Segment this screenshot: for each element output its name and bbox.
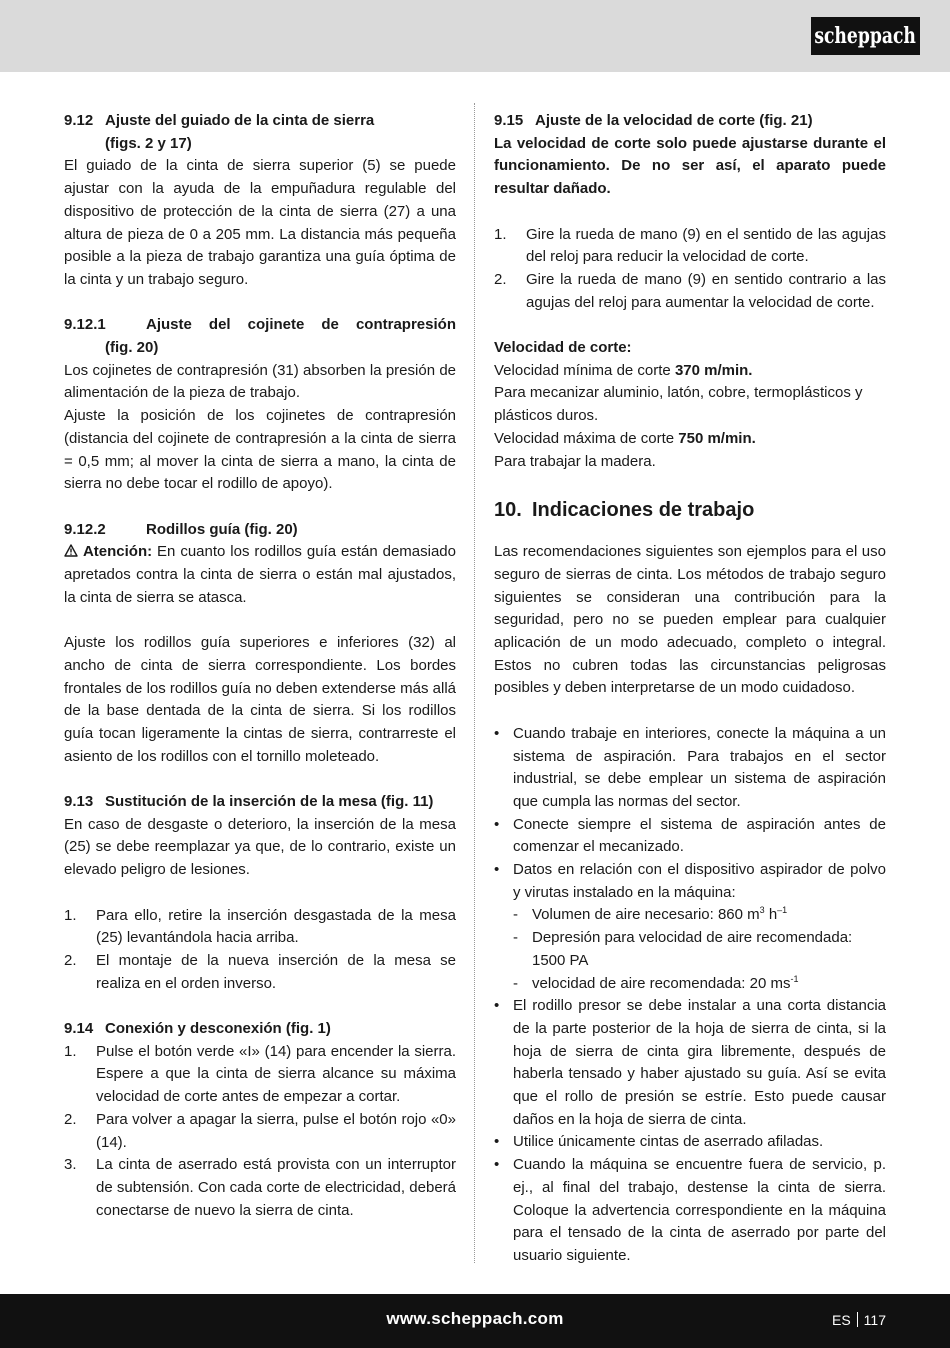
section-title-continued: (figs. 2 y 17) [105, 134, 192, 152]
list-text [532, 973, 886, 996]
list-item [494, 269, 886, 314]
speed-heading: Velocidad de corte: [494, 339, 632, 356]
footer-bar [0, 1294, 950, 1348]
list-text: La cinta de aserrado está provista con un interruptor de subtensión. Con cada corte de electricidad, deberá conectarse de nuevo la sierra de cinta. [96, 1156, 456, 1219]
list-text: Depresión para velocidad de aire recomendada: 1500 PA [532, 929, 853, 969]
dash: - [513, 929, 518, 947]
list-text: El rodillo presor se debe instalar a una corta distancia de la parte posterior de la hoja de sierra de cinta, si la hoja de sierra de cinta gira libremente, después de haberla tensado y haber ajustado su guía. Así se evita que el rollo de presión se estríe. Esto puede causar daños en la hoja de sierra de cinta. [513, 997, 886, 1128]
list-item [64, 1109, 456, 1154]
sub-list-item [494, 973, 886, 996]
air-volume-text: Volumen de aire necesario: 860 m [532, 906, 760, 924]
section-number: 10. [494, 498, 522, 521]
list-text: El montaje de la nueva inserción de la mesa se realiza en el orden inverso. [96, 951, 456, 992]
section-title: Sustitución de la inserción de la mesa (fig. 11) [105, 793, 434, 811]
min-speed-line [494, 360, 886, 383]
list-text: Gire la rueda de mano (9) en el sentido de las agujas del reloj para reducir la velocidad de corte. [526, 225, 886, 266]
warning-label: Atención: [82, 543, 153, 561]
list-text: Conecte siempre el sistema de aspiración antes de comenzar el mecanizado. [513, 815, 886, 856]
list-item [64, 1041, 456, 1109]
left-column [64, 110, 456, 1222]
max-speed-label: Velocidad máxima de corte [494, 429, 679, 447]
numbered-list [64, 1041, 456, 1223]
list-item [494, 859, 886, 904]
section-9-12-1-heading [64, 314, 456, 337]
list-number: 2. [64, 951, 77, 969]
section-9-14-heading [64, 1018, 456, 1041]
paragraph: Los cojinetes de contrapresión (31) absorben la presión de alimentación de la pieza de trabajo. [64, 361, 456, 402]
paragraph: Las recomendaciones siguientes son ejemplos para el uso seguro de sierras de cinta. Los métodos de trabajo seguro siguientes se consideran una contribución para la seguridad, pero no se pueden emplear para cualquier aplicación de un modo adecuado, completo o integral. Estos no cubren todas las circunstancias peligrosas posibles y deben interpretarse de un modo cuidadoso. [494, 543, 886, 697]
warning-paragraph [64, 541, 456, 609]
list-text: Cuando la máquina se encuentre fuera de servicio, p. ej., al final del trabajo, destense la cinta de sierra. Coloque la advertencia correspondiente en la máquina para el tensado de la cinta de aserrado por parte del usuario siguiente. [513, 1156, 886, 1264]
dash: - [513, 906, 518, 924]
section-9-12-heading [64, 110, 456, 133]
separator [857, 1312, 858, 1327]
unit: h [764, 906, 778, 924]
bullet: • [494, 861, 500, 879]
paragraph: Ajuste la posición de los cojinetes de contrapresión (distancia del cojinete de contrapresión a la cinta de sierra = 0,5 mm; al mover la cinta de sierra a mano, la cinta de sierra no debe tocar el rodillo de apoyo). [64, 407, 456, 493]
superscript: 3 [759, 905, 765, 916]
max-speed-line [494, 428, 886, 451]
bullet: • [494, 815, 500, 833]
header-bar [0, 0, 950, 72]
list-text: Cuando trabaje en interiores, conecte la máquina a un sistema de aspiración. Para trabajos en el sector industrial, se debe emplear un sistema de aspiración que cumpla las normas del sector. [513, 724, 886, 810]
sub-list-item [494, 927, 886, 972]
list-number: 1. [494, 225, 507, 243]
bold-notice: La velocidad de corte solo puede ajustarse durante el funcionamiento. De no ser así, el aparato puede resultar dañado. [494, 134, 886, 198]
min-speed-use: Para mecanizar aluminio, latón, cobre, termoplásticos y plásticos duros. [494, 384, 863, 425]
list-text: Utilice únicamente cintas de aserrado afiladas. [513, 1133, 824, 1151]
section-title: Ajuste del guiado de la cinta de sierra [105, 112, 375, 129]
list-item [64, 950, 456, 995]
numbered-list [494, 224, 886, 315]
section-title: Ajuste de la velocidad de corte (fig. 21) [535, 112, 813, 129]
section-9-12-body: El guiado de la cinta de sierra superior (5) se puede ajustar con la ayuda de la empuñadura regulable del dispositivo de protección de la cinta de sierra (27) a una altura de pieza de 0 a 205 mm. La distancia más pequeña posible a la pieza de trabajo garantiza una guía óptima de la cinta y un trabajo seguro. [64, 157, 456, 288]
air-speed-text: velocidad de aire recomendada: 20 ms [532, 974, 791, 992]
superscript: –1 [777, 905, 788, 916]
list-text [532, 904, 886, 927]
bullet-list [494, 723, 886, 1268]
section-number: 9.12 [64, 112, 94, 129]
section-number: 9.12.2 [64, 520, 106, 538]
paragraph: En caso de desgaste o deterioro, la inserción de la mesa (25) se debe reemplazar ya que, de lo contrario, existe un elevado peligro de lesiones. [64, 815, 456, 879]
list-number: 2. [64, 1110, 77, 1128]
min-speed-label: Velocidad mínima de corte [494, 361, 675, 379]
list-item [494, 224, 886, 269]
section-title: Indicaciones de trabajo [532, 498, 755, 521]
list-text: Para ello, retire la inserción desgastada de la mesa (25) levantándola hacia arriba. [96, 906, 456, 947]
language-code: ES [831, 1312, 851, 1328]
section-10-heading [494, 487, 886, 533]
list-text: Para volver a apagar la sierra, pulse el botón rojo «0» (14). [96, 1110, 456, 1151]
min-speed-value: 370 m/min. [674, 361, 753, 379]
list-text: Gire la rueda de mano (9) en sentido contrario a las agujas del reloj para aumentar la velocidad de corte. [526, 270, 886, 311]
bullet: • [494, 724, 500, 742]
list-item [494, 1154, 886, 1268]
warning-icon [64, 544, 78, 557]
section-9-15-heading [494, 110, 886, 133]
max-speed-use: Para trabajar la madera. [494, 452, 656, 470]
section-9-13-heading [64, 791, 456, 814]
list-item [494, 814, 886, 859]
list-item [494, 1131, 886, 1154]
section-title: Ajuste del cojinete de contrapresión [146, 316, 456, 334]
list-text: Pulse el botón verde «I» (14) para encender la sierra. Espere a que la cinta de sierra alcance su máxima velocidad de corte antes de empezar a cortar. [96, 1042, 456, 1106]
section-title-continued: (fig. 20) [105, 339, 159, 357]
bullet: • [494, 1133, 500, 1151]
list-number: 2. [494, 270, 507, 288]
list-number: 3. [64, 1156, 77, 1174]
section-title: Conexión y desconexión (fig. 1) [105, 1020, 331, 1038]
column-divider [474, 103, 475, 1263]
dash: - [513, 974, 518, 992]
website-url: www.scheppach.com [386, 1309, 564, 1328]
list-number: 1. [64, 1042, 77, 1060]
max-speed-value: 750 m/min. [678, 429, 756, 447]
numbered-list [64, 905, 456, 996]
superscript: -1 [790, 973, 799, 984]
scheppach-logo: scheppach [811, 17, 920, 55]
page-number: 117 [863, 1312, 886, 1328]
section-number: 9.13 [64, 793, 94, 811]
paragraph: Ajuste los rodillos guía superiores e inferiores (32) al ancho de cinta de sierra correspondiente. Los bordes frontales de los rodillos guía no deben extenderse más allá de la base dentada de la cinta de sierra. Si los rodillos guía tocan ligeramente la cintas de sierra, contrarreste el asiento de los rodillos con el tornillo moleteado. [64, 634, 456, 765]
section-number: 9.12.1 [64, 316, 106, 334]
bullet: • [494, 1156, 500, 1174]
list-number: 1. [64, 906, 77, 924]
section-9-12-2-heading [64, 519, 456, 542]
list-item [64, 905, 456, 950]
section-number: 9.15 [494, 112, 524, 129]
section-number: 9.14 [64, 1020, 94, 1038]
sub-list-item [494, 904, 886, 927]
bullet: • [494, 997, 500, 1015]
list-item [494, 723, 886, 814]
list-text: Datos en relación con el dispositivo aspirador de polvo y virutas instalado en la máquina: [513, 861, 886, 901]
warning-text: En cuanto los rodillos guía están demasiado apretados contra la cinta de sierra o están mal ajustados, la cinta de sierra se atasca. [64, 543, 456, 606]
list-item [494, 995, 886, 1131]
list-item [64, 1154, 456, 1222]
right-column [494, 110, 886, 1268]
page-indicator [832, 1309, 886, 1332]
section-title: Rodillos guía (fig. 20) [146, 520, 298, 538]
